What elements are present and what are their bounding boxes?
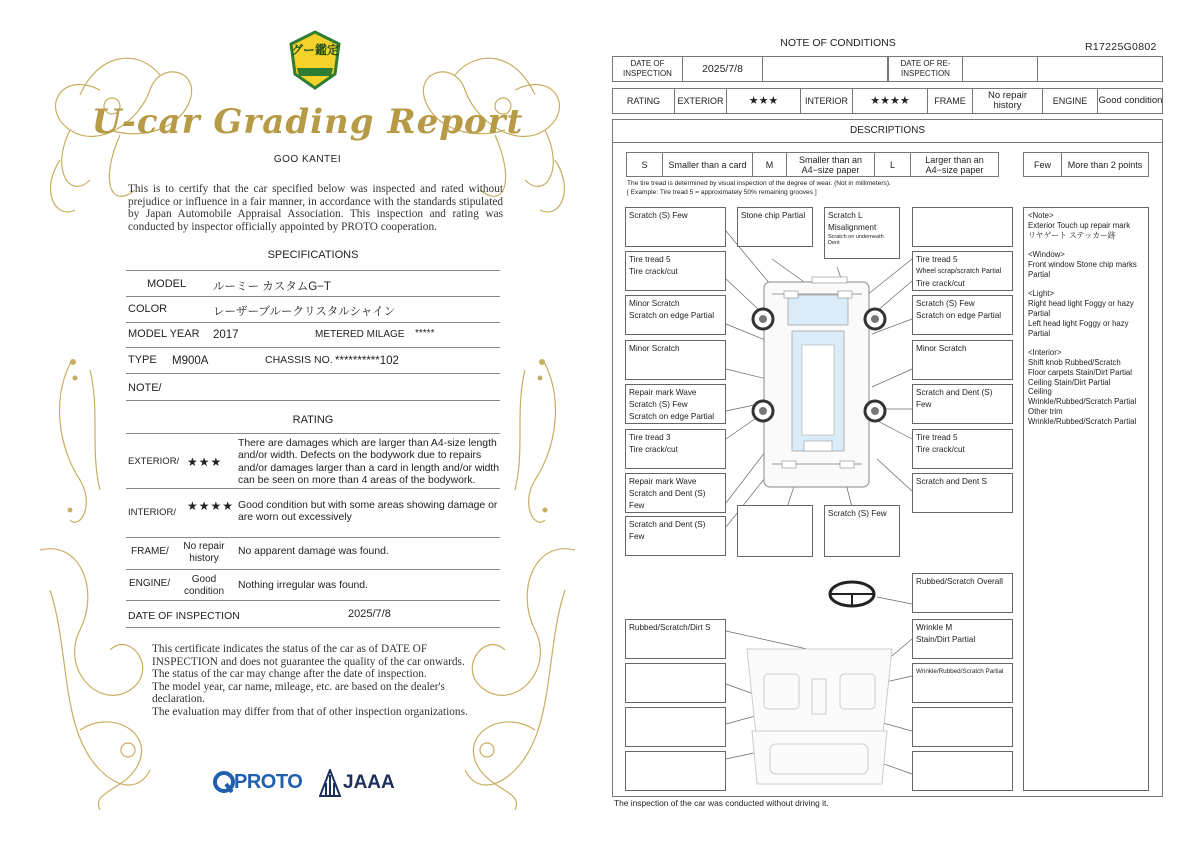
- damage-box-right: [912, 473, 1013, 513]
- specifications-heading: SPECIFICATIONS: [267, 249, 359, 261]
- damage-text: Tire crack/cut: [916, 445, 965, 454]
- damage-text: Wheel scrap/scratch Partial: [916, 268, 1002, 275]
- engine-description: Nothing irregular was found.: [238, 580, 368, 591]
- color-value: レーザーブルークリスタルシャイン: [213, 306, 396, 318]
- report-id: R17225G0802: [1085, 41, 1157, 53]
- note-line: Ceiling Stain/Dirt Partial: [1028, 377, 1111, 387]
- damage-text: Tire crack/cut: [629, 267, 678, 276]
- interior-box-right: [912, 663, 1013, 703]
- model-year-label: MODEL YEAR: [128, 328, 200, 340]
- damage-text: Tire crack/cut: [916, 279, 965, 288]
- badge-text: グー鑑定: [290, 43, 339, 57]
- damage-box-left: [625, 473, 726, 513]
- model-value: ルーミー カスタムG−T: [213, 281, 331, 293]
- disclaimer-line: The model year, car name, mileage, etc. are based on the dealer's: [152, 680, 445, 693]
- legend-s: S: [627, 153, 663, 176]
- damage-box-left: [625, 340, 726, 380]
- damage-text: Scratch L: [828, 211, 863, 220]
- exterior-stars: ★★★: [727, 89, 801, 113]
- metered-value: *****: [415, 328, 435, 339]
- legend-few-desc: More than 2 points: [1067, 159, 1143, 170]
- note-line: <Interior>: [1028, 348, 1062, 358]
- descriptions-heading: DESCRIPTIONS: [612, 119, 1163, 143]
- damage-text: Tire tread 5: [629, 255, 671, 264]
- legend-l: L: [875, 153, 911, 176]
- tread-note-line-1: The tire tread is determined by visual inspection of the degree of wear. (Not in millimeters).: [627, 180, 891, 187]
- damage-text: Misalignment: [828, 223, 877, 232]
- interior-box-empty: [912, 751, 1013, 791]
- report-subtitle: GOO KANTEI: [273, 154, 342, 165]
- disclaimer: [152, 643, 482, 718]
- note-line: Right head light Foggy or hazy Partial: [1028, 299, 1134, 318]
- type-label: TYPE: [128, 354, 157, 366]
- damage-text: Scratch and Dent (S) Few: [916, 388, 993, 409]
- damage-text: Scratch (S) Few: [916, 299, 975, 308]
- damage-text: Scratch and Dent (S) Few: [629, 489, 706, 510]
- disclaimer-line: declaration.: [152, 693, 206, 705]
- type-value: M900A: [172, 355, 209, 367]
- date-of-inspection-label: DATE OF INSPECTION: [128, 610, 240, 622]
- damage-box-left: [625, 516, 726, 556]
- date-blank: [763, 57, 888, 81]
- footer-note: The inspection of the car was conducted without driving it.: [614, 798, 829, 808]
- disclaimer-line: INSPECTION and does not guarantee the quality of the car onwards.: [152, 655, 465, 668]
- note-line: Other trim: [1028, 406, 1063, 416]
- note-line: Shift knob Rubbed/Scratch: [1028, 357, 1121, 367]
- note-line: <Window>: [1028, 250, 1065, 260]
- tread-note-line-2: [ Example: Tire tread 5 = approximately 50% remaining grooves ]: [627, 188, 817, 196]
- note-line: Left head light Foggy or hazy Partial: [1028, 318, 1129, 338]
- note-line: <Note>: [1028, 211, 1054, 220]
- legend-l-desc: Larger than an A4−size paper: [925, 154, 984, 175]
- note-line: Floor carpets Stain/Dirt Partial: [1028, 367, 1132, 377]
- frame-description: No apparent damage was found.: [238, 546, 389, 557]
- damage-text: Rubbed/Scratch/Dirt S: [629, 623, 711, 632]
- proto-logo-text: PROTO: [234, 771, 303, 793]
- intro-text: This is to certify that the car specified below was inspected and rated without prejudice or influence in a fair manner, in accordance with the standards stipulated by Japan Automobile Appraisal Association. This inspection and rating was conducted by inspector officially appointed by PROTO cooperation.: [128, 183, 503, 233]
- damage-text: Scratch and Dent (S) Few: [629, 520, 706, 541]
- damage-box-left: [625, 251, 726, 291]
- damage-text: Scratch on edge Partial: [916, 311, 1002, 320]
- color-label: COLOR: [128, 303, 168, 315]
- damage-box-right: [912, 295, 1013, 335]
- frame-value: No repair history: [183, 541, 225, 565]
- damage-text: Scratch (S) Few: [629, 400, 688, 409]
- damage-text: Rubbed/Scratch Overall: [916, 577, 1003, 586]
- steering-box: [912, 573, 1013, 613]
- damage-box-left: [625, 295, 726, 335]
- damage-box-left: [625, 384, 726, 424]
- metered-label: METERED MILAGE: [315, 329, 405, 340]
- date-of-reinspection-label: DATE OF RE-INSPECTION: [888, 57, 963, 81]
- model-year-value: 2017: [213, 329, 239, 341]
- legend-m-desc: Smaller than an A4−size paper: [787, 153, 875, 176]
- damage-text: Wrinkle/Rubbed/Scratch Partial: [916, 668, 1004, 675]
- interior-box-empty: [912, 707, 1013, 747]
- engine-value: Good condition: [1098, 95, 1163, 106]
- damage-box-bottom: [824, 505, 900, 557]
- date-of-inspection-value: 2025/7/8: [348, 608, 391, 620]
- damage-box-bottom-empty: [737, 505, 813, 557]
- interior-box-left: [625, 619, 726, 659]
- note-line: Front window Stone chip marks Partial: [1028, 259, 1137, 279]
- damage-box-right: [912, 429, 1013, 469]
- damage-text: Minor Scratch: [916, 344, 967, 353]
- rating-row: [612, 88, 1163, 114]
- damage-box-right: [912, 384, 1013, 424]
- disclaimer-line: The evaluation may differ from that of other inspection organizations.: [152, 705, 468, 718]
- damage-box-left: [625, 429, 726, 469]
- jaaa-logo-text: JAAA: [343, 772, 395, 793]
- engine-label: ENGINE/: [129, 578, 171, 589]
- exterior-description: There are damages which are larger than A4-size length and/or width. Defects on the bodywork due to repairs and/or damages larger than a card in length and/or width can be seen on more than 4 areas of the bodywork.: [238, 438, 500, 486]
- damage-box-left: [625, 207, 726, 247]
- engine-value: Good condition: [183, 574, 225, 598]
- engine-label: ENGINE: [1043, 89, 1098, 113]
- note-line: [1028, 240, 1144, 250]
- damage-small-text: Scratch on underneath Dent: [828, 234, 884, 246]
- damage-text: Wrinkle M: [916, 623, 953, 632]
- note-line: リヤゲート ステッカー跡: [1028, 230, 1116, 240]
- date-row: [612, 56, 1163, 82]
- damage-box-top: [737, 207, 813, 247]
- damage-box-top-empty: [912, 207, 1013, 247]
- date-of-inspection-label: DATE OF INSPECTION: [613, 57, 683, 81]
- damage-text: Tire tread 5: [916, 255, 958, 264]
- rating-label: RATING: [613, 89, 675, 113]
- damage-text: Tire crack/cut: [629, 445, 678, 454]
- damage-text: Scratch (S) Few: [629, 211, 688, 220]
- disclaimer-line: This certificate indicates the status of the car as of DATE OF: [152, 643, 428, 655]
- interior-label: INTERIOR: [801, 89, 853, 113]
- interior-description: Good condition but with some areas showing damage or are worn out excessively: [238, 500, 498, 524]
- chassis-label: CHASSIS NO.: [265, 354, 333, 366]
- notes-panel: [1023, 207, 1149, 791]
- conditions-title: NOTE OF CONDITIONS: [780, 37, 896, 49]
- damage-text: Repair mark Wave: [629, 388, 697, 397]
- damage-text: Stain/Dirt Partial: [916, 635, 976, 644]
- damage-text: Tire tread 3: [629, 433, 671, 442]
- model-label: MODEL: [147, 278, 187, 290]
- note-line: Wrinkle/Rubbed/Scratch Partial: [1028, 397, 1137, 407]
- damage-text: Scratch (S) Few: [828, 509, 887, 518]
- interior-stars: ★★★★: [187, 499, 235, 513]
- note-line: Exterior Touch up repair mark: [1028, 220, 1131, 230]
- goo-kantei-badge-icon: [287, 30, 343, 90]
- legend-few: Few: [1024, 153, 1062, 176]
- damage-text: Repair mark Wave: [629, 477, 697, 486]
- damage-text: Tire tread 5: [916, 433, 958, 442]
- report-title: U-car Grading Report: [91, 102, 524, 142]
- frame-label: FRAME/: [131, 546, 169, 557]
- interior-box-empty: [625, 751, 726, 791]
- chassis-value: **********102: [335, 355, 399, 367]
- note-line: Wrinkle/Rubbed/Scratch Partial: [1028, 416, 1137, 426]
- legend-m: M: [753, 153, 787, 176]
- damage-text: Minor Scratch: [629, 344, 680, 353]
- damage-text: Scratch on edge Partial: [629, 412, 715, 421]
- reinspection-value: [963, 57, 1038, 81]
- car-top-view-icon: [753, 277, 885, 487]
- damage-text: Scratch on edge Partial: [629, 311, 715, 320]
- damage-text: Minor Scratch: [629, 299, 680, 308]
- rating-heading: RATING: [292, 414, 334, 426]
- note-line: [1028, 280, 1144, 290]
- steering-wheel-icon: [830, 582, 874, 606]
- damage-box-top: [824, 207, 900, 259]
- jaaa-logo-icon: [319, 769, 341, 797]
- damage-text: Stone chip Partial: [741, 211, 806, 220]
- interior-box-empty: [625, 663, 726, 703]
- interior-label: INTERIOR/: [128, 507, 177, 518]
- date-of-inspection-value: 2025/7/8: [683, 57, 763, 81]
- damage-text: Scratch and Dent S: [916, 477, 987, 486]
- damage-box-right: [912, 251, 1013, 291]
- note-line: Ceiling: [1028, 387, 1052, 397]
- frame-value: No repair history: [973, 89, 1043, 113]
- frame-label: FRAME: [928, 89, 973, 113]
- interior-box-empty: [625, 707, 726, 747]
- note-label: NOTE/: [128, 382, 162, 394]
- car-interior-view-icon: [747, 649, 892, 784]
- note-line: [1028, 338, 1144, 348]
- exterior-label: EXTERIOR: [675, 89, 727, 113]
- damage-box-right: [912, 340, 1013, 380]
- disclaimer-line: The status of the car may change after the date of inspection.: [152, 668, 427, 680]
- note-line: <Light>: [1028, 289, 1055, 299]
- exterior-stars: ★★★: [187, 455, 223, 469]
- proto-logo-icon: [212, 770, 236, 794]
- exterior-label: EXTERIOR/: [128, 456, 180, 467]
- legend-s-desc: Smaller than a card: [663, 153, 753, 176]
- grading-certificate: [40, 30, 575, 820]
- interior-stars: ★★★★: [853, 89, 928, 113]
- interior-box-right: [912, 619, 1013, 659]
